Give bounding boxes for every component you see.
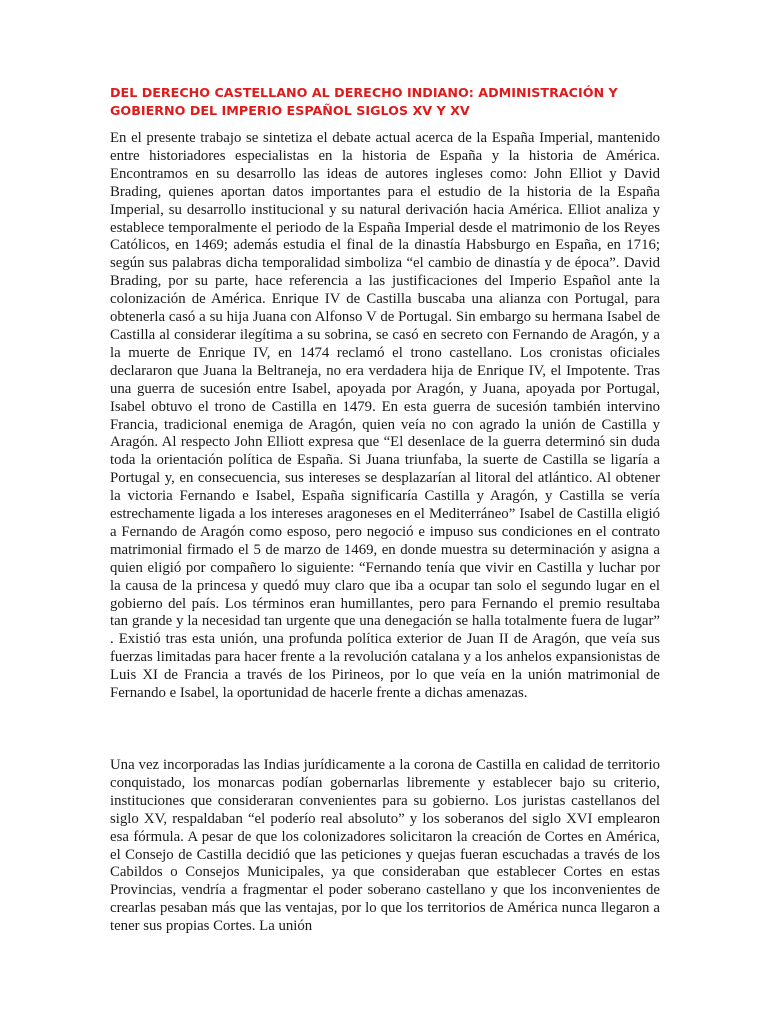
document-title: DEL DERECHO CASTELLANO AL DERECHO INDIANO: ADMINISTRACIÓN Y GOBIERNO DEL IMPERIO ESPAÑOL SIGLOS XV Y XV [110,85,618,118]
body-paragraph: Una vez incorporadas las Indias jurídicamente a la corona de Castilla en calidad de territorio conquistado, los monarcas podían gobernarlas libremente y establecer bajo su criterio, instituciones que consideraran convenientes para su gobierno. Los juristas castellanos del siglo XV, respaldaban “el poderío real absoluto” y los soberanos del siglo XVI emplearon esa fórmula. A pesar de que los colonizadores solicitaron la creación de Cortes en América, el Consejo de Castilla decidió que las peticiones y quejas fueran escuchadas a través de los Cabildos o Consejos Municipales, ya que consideraban que establecer Cortes en estas Provincias, vendría a fragmentar el poder soberano castellano y que los inconvenientes de crearlas pesaban más que las ventajas, por lo que los territorios de América nunca llegaron a tener sus propias Cortes. La unión [110,757,660,935]
body-paragraph: En el presente trabajo se sintetiza el debate actual acerca de la España Imperial, mantenido entre historiadores especialistas en la historia de España y la historia de América. Encontramos en su desarrollo las ideas de autores ingleses como: John Elliot y David Brading, quienes aportan datos importantes para el estudio de la historia de la España Imperial, su desarrollo institucional y su natural derivación hacia América. Elliot analiza y establece temporalmente el periodo de la España Imperial desde el matrimonio de los Reyes Católicos, en 1469; además estudia el final de la dinastía Habsburgo en España, en 1716; según sus palabras dicha temporalidad simboliza “el cambio de dinastía y de época”. David Brading, por su parte, hace referencia a las justificaciones del Imperio Español ante la colonización de América. Enrique IV de Castilla buscaba una alianza con Portugal, para obtenerla casó a su hija Juana con Alfonso V de Portugal. Sin embargo su hermana Isabel de Castilla al considerar ilegítima a su sobrina, se casó en secreto con Fernando de Aragón, y a la muerte de Enrique IV, en 1474 reclamó el trono castellano. Los cronistas oficiales declararon que Juana la Beltraneja, no era verdadera hija de Enrique IV, el Impotente. Tras una guerra de sucesión entre Isabel, apoyada por Aragón, y Juana, apoyada por Portugal, Isabel obtuvo el trono de Castilla en 1479. En esta guerra de sucesión también intervino Francia, tradicional enemiga de Aragón, quien veía no con agrado la unión de Castilla y Aragón. Al respecto John Elliott expresa que “El desenlace de la guerra determinó sin duda toda la orientación política de España. Si Juana triunfaba, la suerte de Castilla se ligaría a Portugal y, en consecuencia, sus intereses se desplazarían al litoral del atlántico. Al obtener la victoria Fernando e Isabel, España significaría Castilla y Aragón, y Castilla se vería estrechamente ligada a los intereses aragoneses en el Mediterráneo” Isabel de Castilla eligió a Fernando de Aragón como esposo, pero negoció e impuso sus condiciones en el contrato matrimonial firmado el 5 de marzo de 1469, en donde muestra su determinación y asigna a quien eligió por compañero lo siguiente: “Fernando tenía que vivir en Castilla y luchar por la causa de la princesa y quedó muy claro que iba a ocupar tan solo el segundo lugar en el gobierno del país. Los términos eran humillantes, pero para Fernando el premio resultaba tan grande y la necesidad tan urgente que una denegación se halla totalmente fuera de lugar” . Existió tras esta unión, una profunda política exterior de Juan II de Aragón, que veía sus fuerzas limitadas para hacer frente a la revolución catalana y a los anhelos expansionistas de Luis XI de Francia a través de los Pirineos, por lo que veía en la unión matrimonial de Fernando e Isabel, la oportunidad de hacerle frente a dichas amenazas. [110,130,660,702]
